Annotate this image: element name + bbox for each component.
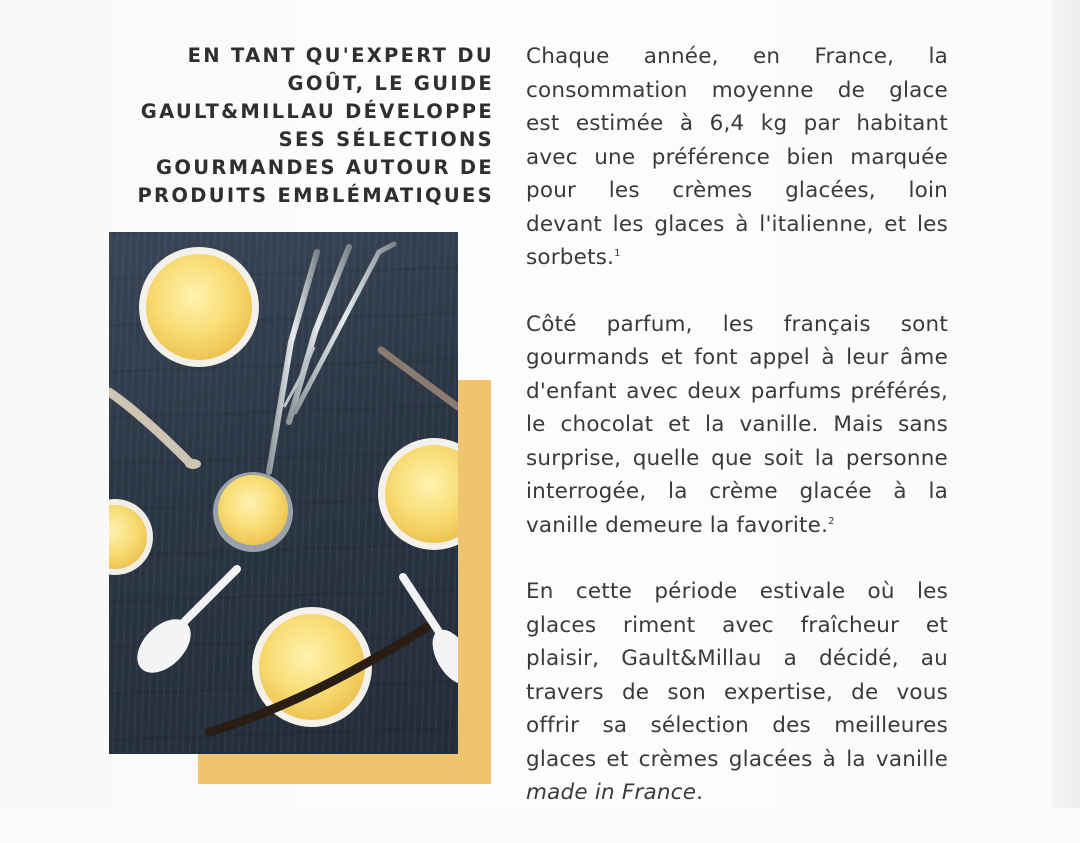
text-line: devant les glaces à l'italienne, et les — [526, 211, 948, 237]
text-line: le chocolat et la vanille. Mais sans — [526, 412, 948, 437]
heading-line: PRODUITS EMBLÉMATIQUES — [137, 184, 494, 207]
text-line: glaces et crèmes glacées à la vanille — [526, 746, 948, 772]
text-line — [526, 509, 948, 543]
text-line: pour les crèmes glacées, loin — [526, 178, 948, 203]
body-text — [526, 40, 948, 843]
ice-cream-bowls-photo — [109, 232, 458, 754]
heading-line: SES SÉLECTIONS — [278, 128, 494, 151]
paragraph-flavours — [526, 308, 948, 543]
heading-line: EN TANT QU'EXPERT DU — [187, 44, 494, 67]
text-line: consommation moyenne de glace — [526, 77, 948, 103]
text-line: d'enfant avec deux parfums préférés, — [526, 378, 948, 404]
text-line: travers de son expertise, de vous — [526, 679, 948, 705]
text-line — [526, 241, 948, 275]
text-line: glaces riment avec fraîcheur et — [526, 612, 948, 638]
paragraph-consumption — [526, 40, 948, 275]
text-line: est estimée à 6,4 kg par habitant — [526, 111, 948, 136]
heading-line: GAULT&MILLAU DÉVELOPPE — [140, 100, 494, 123]
heading-line: GOÛT, LE GUIDE — [287, 72, 494, 95]
text-line: surprise, quelle que soit la personne — [526, 445, 948, 471]
footnote-marker: 1 — [614, 248, 621, 259]
text-line: interrogée, la crème glacée à la — [526, 479, 948, 504]
text-line: gourmands et font appel à leur âme — [526, 345, 948, 370]
italic-phrase: made in France — [526, 780, 697, 805]
intro-heading — [118, 42, 494, 210]
heading-line: GOURMANDES AUTOUR DE — [156, 156, 494, 179]
text-line: Côté parfum, les français sont — [526, 311, 948, 337]
line-text: sorbets. — [526, 245, 615, 270]
text-line — [526, 776, 948, 810]
text-line: avec une préférence bien marquée — [526, 144, 948, 170]
text-line: En cette période estivale où les — [526, 579, 948, 604]
line-text: vanille demeure la favorite. — [526, 512, 829, 538]
page-edge — [1052, 0, 1080, 808]
text-line: Chaque année, en France, la — [526, 44, 948, 69]
text-line: plaisir, Gault&Millau a décidé, au — [526, 646, 948, 671]
line-text: . — [696, 780, 704, 805]
paragraph-selection — [526, 575, 948, 810]
footnote-marker: 2 — [828, 515, 835, 527]
text-line: offrir sa sélection des meilleures — [526, 713, 948, 738]
